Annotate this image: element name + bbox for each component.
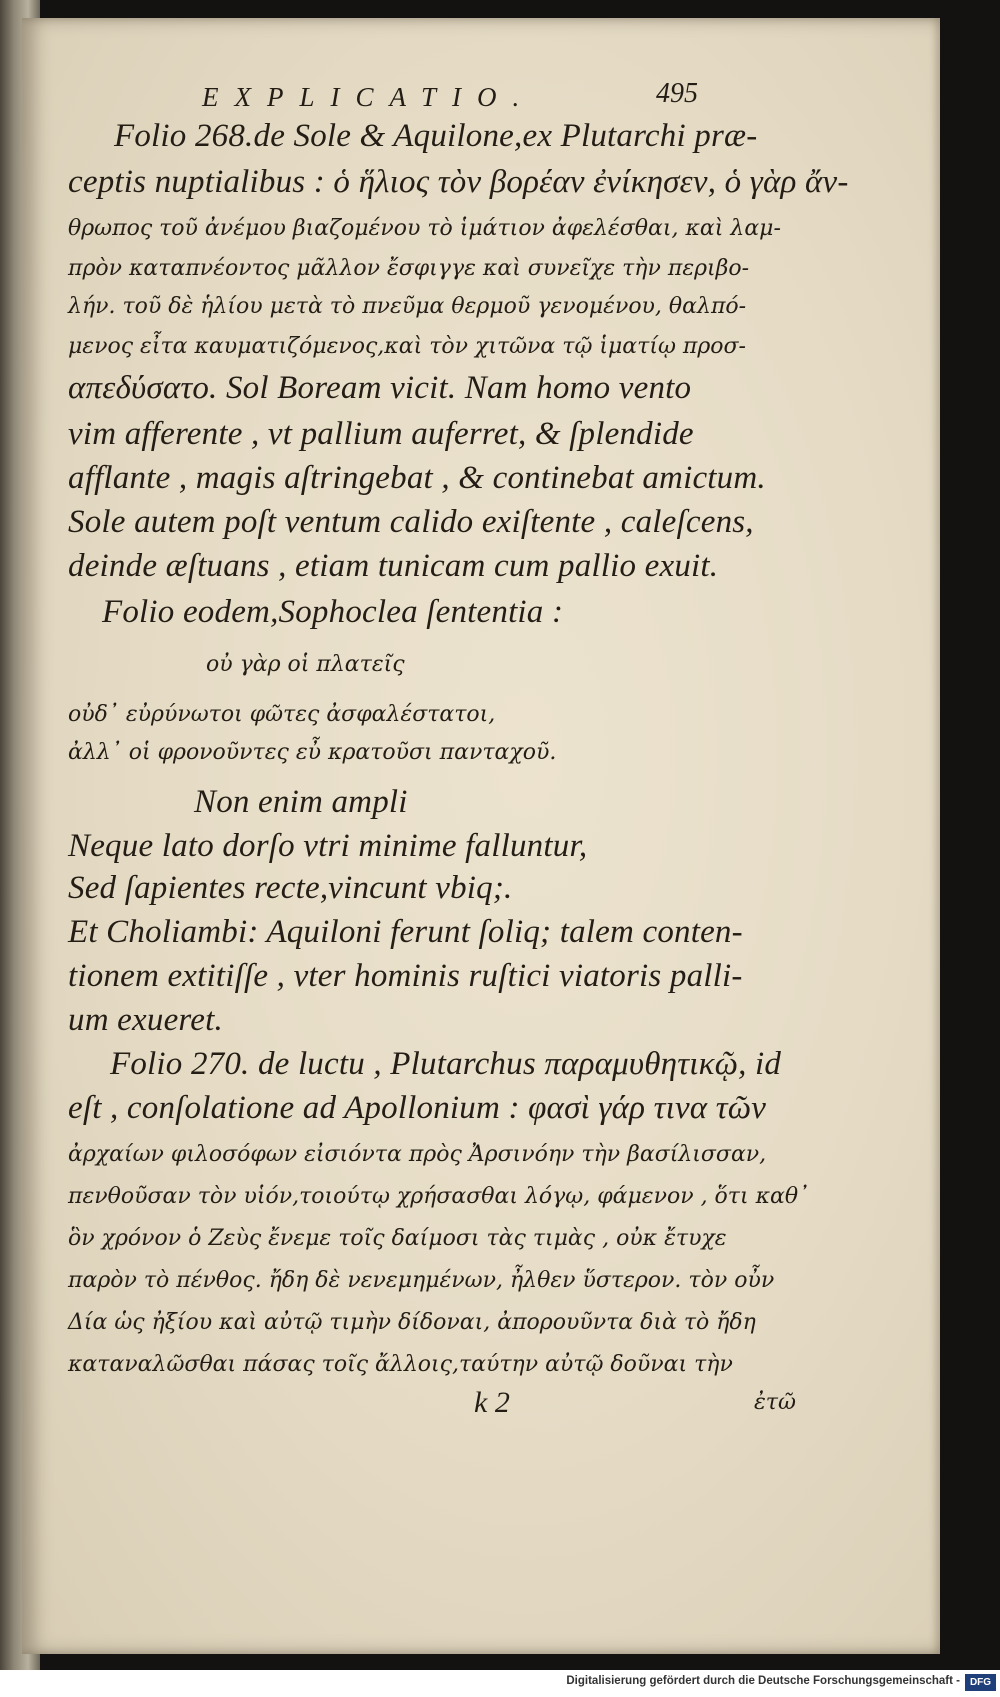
verse-line: οὐδ᾽ εὐρύνωτοι φῶτες ἀσφαλέστατοι, <box>68 702 496 727</box>
text-line: μενος εἶτα καυματιζόμενος,καὶ τὸν χιτῶνα τῷ ἱματίῳ προσ- <box>68 334 746 359</box>
page-number: 495 <box>656 78 698 109</box>
text-line: Folio 270. de luctu , Plutarchus παραμυθητικῷ, id <box>110 1046 782 1082</box>
page-text <box>22 18 940 1654</box>
text-line: tionem extitiſſe , vter hominis ruſtici viatoris palli- <box>68 958 743 994</box>
verse-line: ἀλλ᾽ οἱ φρονοῦντες εὖ κρατοῦσι πανταχοῦ. <box>68 740 557 765</box>
book-page <box>22 18 940 1654</box>
text-line: afflante , magis aſtringebat , & continebat amictum. <box>68 460 766 496</box>
text-line: deinde æſtuans , etiam tunicam cum pallio exuit. <box>68 548 719 584</box>
verse-line: Sed ſapientes recte,vincunt vbiq;. <box>68 870 513 906</box>
verse-line: Neque lato dorſo vtri minime falluntur, <box>68 828 588 864</box>
catchword: ἐτῶ <box>754 1390 796 1415</box>
text-line: ὃν χρόνον ὁ Ζεὺς ἔνεμε τοῖς δαίμοσι τὰς τιμὰς , οὐκ ἔτυχε <box>68 1226 727 1251</box>
text-line: παρὸν τὸ πένθος. ἤδη δὲ νενεμημένων, ἦλθεν ὕστερον. τὸν οὖν <box>68 1268 775 1293</box>
text-line: Folio eodem,Sophoclea ſententia : <box>102 594 564 630</box>
text-line: Sole autem poſt ventum calido exiſtente , caleſcens, <box>68 504 754 540</box>
footer-bar <box>0 1670 1000 1697</box>
text-line: eſt , conſolatione ad Apollonium : φασὶ γάρ τινα τῶν <box>68 1090 767 1126</box>
text-line: πρὸν καταπνέοντος μᾶλλον ἔσφιγγε καὶ συνεῖχε τὴν περιβο- <box>68 256 750 281</box>
signature-mark: k 2 <box>474 1386 510 1419</box>
dfg-logo-icon: DFG <box>965 1674 996 1691</box>
text-line: θρωπος τοῦ ἀνέμου βιαζομένου τὸ ἱμάτιον ἀφελέσθαι, καὶ λαμ- <box>68 216 781 241</box>
text-line: Δία ὡς ἠξίου καὶ αὐτῷ τιμὴν δίδοναι, ἀπορουῦντα διὰ τὸ ἤδη <box>68 1310 756 1335</box>
text-line: πενθοῦσαν τὸν υἱόν,τοιούτῳ χρήσασθαι λόγῳ, φάμενον , ὅτι καθ᾽ <box>68 1184 810 1209</box>
text-line: ceptis nuptialibus : ὁ ἥλιος τὸν βορέαν ἐνίκησεν, ὁ γὰρ ἄν- <box>68 164 849 200</box>
text-line: καταναλῶσθαι πάσας τοῖς ἄλλοις,ταύτην αὐτῷ δοῦναι τὴν <box>68 1352 733 1377</box>
verse-line: Non enim ampli <box>194 784 408 820</box>
verse-line: οὐ γὰρ οἱ πλατεῖς <box>206 652 405 677</box>
running-head: EXPLICATIO. <box>202 82 536 112</box>
funding-credit: Digitalisierung gefördert durch die Deutsche Forschungsgemeinschaft - <box>566 1675 960 1687</box>
text-line: um exueret. <box>68 1002 223 1038</box>
text-line: απεδύσατο. Sol Boream vicit. Nam homo vento <box>68 370 692 406</box>
text-line: Folio 268.de Sole & Aquilone,ex Plutarchi præ- <box>114 118 758 154</box>
text-line: Et Choliambi: Aquiloni ferunt ſoliq; talem conten- <box>68 914 743 950</box>
text-line: λήν. τοῦ δὲ ἡλίου μετὰ τὸ πνεῦμα θερμοῦ γενομένου, θαλπό- <box>68 294 747 319</box>
text-line: vim afferente , vt pallium auferret, & ſplendide <box>68 416 694 452</box>
text-line: ἀρχαίων φιλοσόφων εἰσιόντα πρὸς Ἀρσινόην τὴν βασίλισσαν, <box>68 1142 767 1167</box>
